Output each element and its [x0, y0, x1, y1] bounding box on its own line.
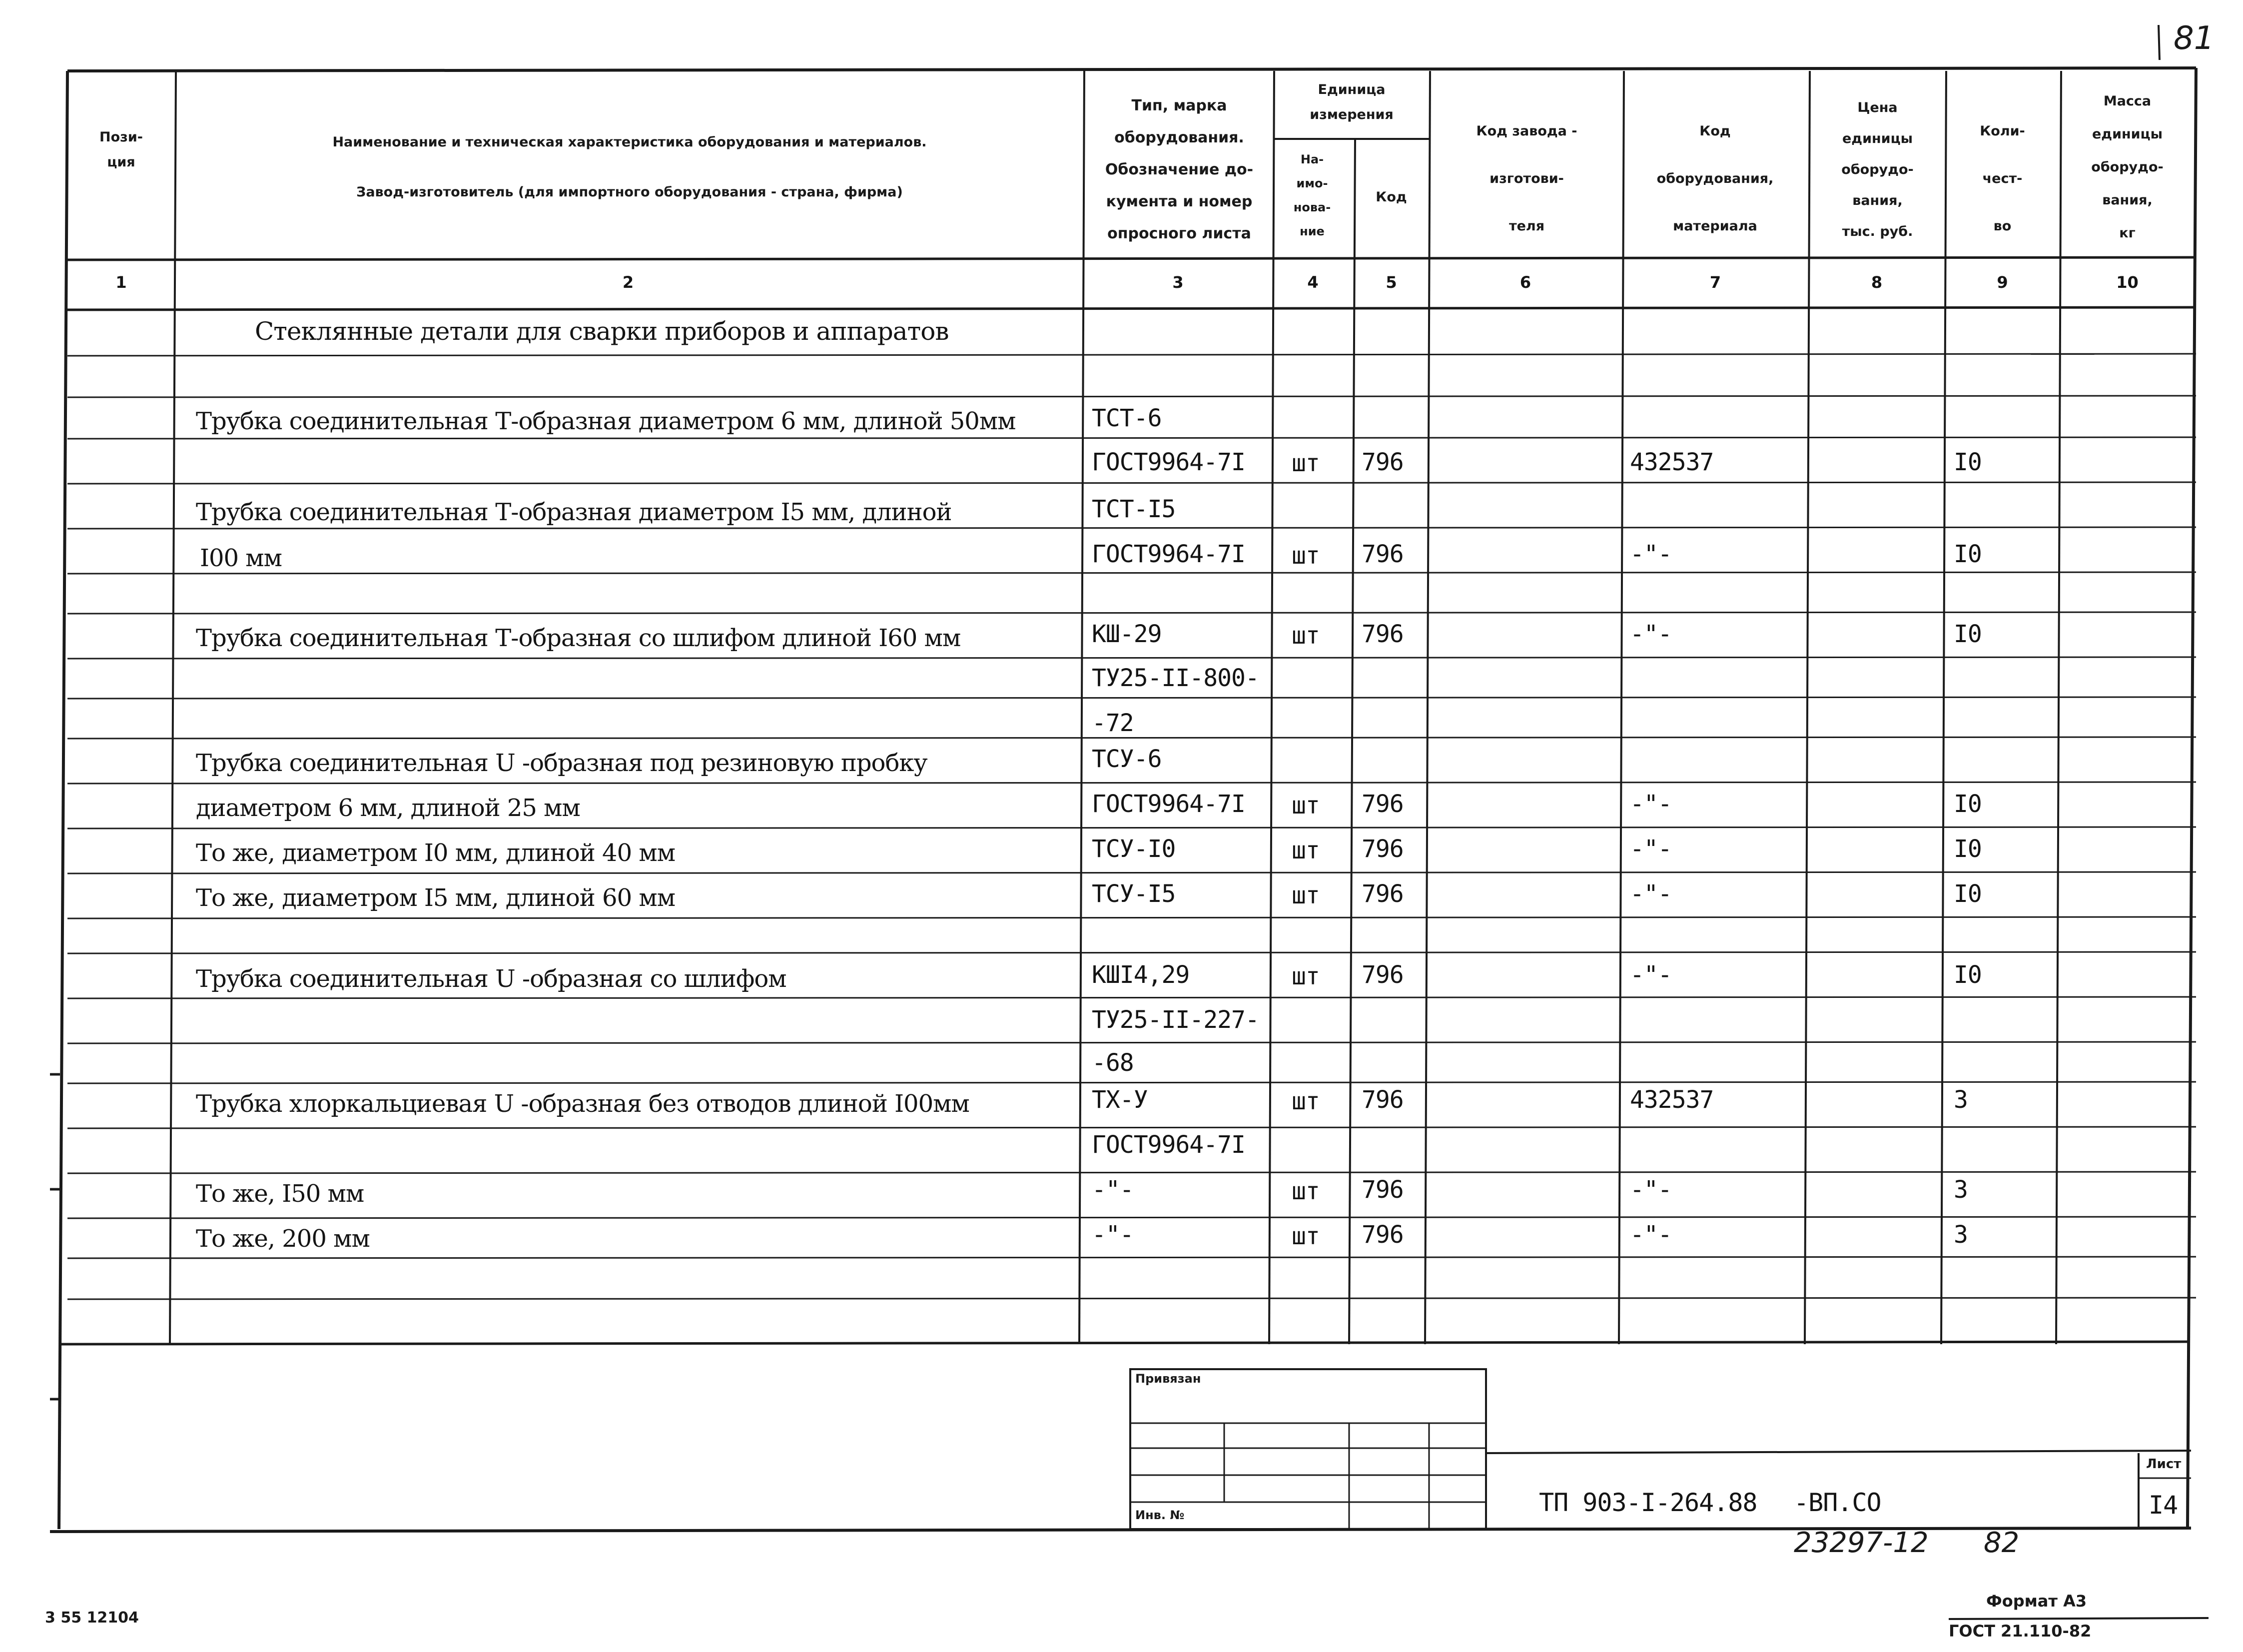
item-name: I00 мм — [200, 544, 282, 572]
header-col1: Пози- ция — [99, 129, 143, 170]
item-unit: шт — [1292, 962, 1320, 990]
header-col4: На- имо- нова- ние — [1293, 152, 1331, 238]
item-qty: I0 — [1954, 620, 1982, 648]
header-col6: Код завода - изготови- теля — [1476, 123, 1577, 234]
handwritten-page: 82 — [1984, 1527, 2020, 1559]
item-type: ГОСТ9964-7I — [1092, 540, 1245, 568]
item-unit: шт — [1292, 1222, 1320, 1250]
item-equip-code: -"- — [1630, 835, 1672, 863]
item-name: Трубка соединительная Т-образная диаметром 6 мм, длиной 50мм — [196, 407, 1016, 435]
format-label: Формат А3 — [1986, 1592, 2087, 1611]
item-name: То же, диаметром I5 мм, длиной 60 мм — [196, 884, 676, 912]
header-col10: Масса единицы оборудо- вания, кг — [2091, 93, 2164, 241]
item-type: ТХ-У — [1092, 1086, 1148, 1114]
section-title: Стеклянные детали для сварки приборов и аппаратов — [255, 317, 949, 346]
header-col9: Коли- чест- во — [1980, 123, 2025, 234]
item-name: Трубка соединительная U -образная со шлифом — [196, 965, 786, 993]
col-number: 7 — [1709, 273, 1721, 292]
item-unit-code: 796 — [1362, 1221, 1404, 1249]
item-equip-code: -"- — [1630, 790, 1672, 818]
item-unit: шт — [1292, 1087, 1320, 1115]
item-unit: шт — [1292, 449, 1320, 477]
col-number: 6 — [1519, 273, 1531, 292]
item-unit-code: 796 — [1362, 790, 1404, 818]
item-unit-code: 796 — [1362, 961, 1404, 989]
item-qty: I0 — [1954, 790, 1982, 818]
item-type: ТСТ-I5 — [1092, 495, 1176, 523]
item-qty: I0 — [1954, 448, 1982, 476]
item-type: КШ-29 — [1092, 620, 1162, 648]
header-col2: Наименование и техническая характеристика оборудования и материалов. Завод-изготовитель (для импортного оборудования - страна, фирма) — [332, 134, 927, 200]
col-number: 5 — [1386, 273, 1397, 292]
item-unit-code: 796 — [1362, 448, 1404, 476]
item-type: -68 — [1092, 1049, 1134, 1077]
item-unit: шт — [1292, 881, 1320, 909]
col-number: 4 — [1307, 273, 1319, 292]
header-col3: Тип, марка оборудования. Обозначение до- кумента и номер опросного листа — [1105, 97, 1254, 242]
item-unit: шт — [1292, 1177, 1320, 1205]
header-col5: Код — [1376, 189, 1407, 205]
item-name: То же, 200 мм — [196, 1225, 370, 1253]
col-number: 3 — [1172, 273, 1184, 292]
item-type: ГОСТ9964-7I — [1092, 790, 1245, 818]
item-qty: 3 — [1954, 1221, 1968, 1249]
item-qty: I0 — [1954, 835, 1982, 863]
item-type: КШI4,29 — [1092, 961, 1190, 989]
gost-label: ГОСТ 21.110-82 — [1949, 1622, 2092, 1641]
header-unit-group: Единица измерения — [1310, 82, 1394, 122]
inventory-label: Инв. № — [1135, 1508, 1185, 1522]
item-equip-code: 432537 — [1630, 448, 1714, 476]
item-qty: I0 — [1954, 880, 1982, 908]
item-unit: шт — [1292, 836, 1320, 864]
item-type: ГОСТ9964-7I — [1092, 448, 1245, 476]
item-qty: 3 — [1954, 1176, 1968, 1204]
header-col7: Код оборудования, материала — [1656, 123, 1774, 234]
sheet-label: Лист — [2146, 1457, 2182, 1472]
col-number: 10 — [2116, 273, 2139, 292]
item-type: ТСТ-6 — [1092, 404, 1162, 432]
document-suffix: -ВП.СО — [1794, 1488, 1881, 1517]
sheet-number: I4 — [2149, 1491, 2178, 1520]
bound-label: Привязан — [1135, 1372, 1201, 1386]
item-equip-code: -"- — [1630, 620, 1672, 648]
item-equip-code: -"- — [1630, 961, 1672, 989]
item-name: То же, I50 мм — [196, 1180, 364, 1208]
item-type: ТСУ-I0 — [1092, 835, 1176, 863]
item-type: ТУ25-II-800- — [1092, 664, 1259, 692]
col-number: 1 — [115, 273, 127, 292]
item-equip-code: -"- — [1630, 540, 1672, 568]
col-number: 8 — [1871, 273, 1883, 292]
item-unit: шт — [1292, 622, 1320, 650]
item-qty: 3 — [1954, 1086, 1968, 1114]
item-name: Трубка соединительная Т-образная со шлифом длиной I60 мм — [196, 624, 961, 652]
item-name: Трубка хлоркальциевая U -образная без отводов длиной I00мм — [196, 1090, 969, 1118]
left-code: 3 55 12104 — [45, 1609, 139, 1627]
corner-page-number: 81 — [2174, 20, 2215, 57]
item-name: То же, диаметром I0 мм, длиной 40 мм — [196, 839, 676, 867]
item-type: -72 — [1092, 709, 1134, 737]
item-name: Трубка соединительная Т-образная диаметром I5 мм, длиной — [196, 498, 952, 526]
item-unit-code: 796 — [1362, 620, 1404, 648]
item-type: ГОСТ9964-7I — [1092, 1131, 1245, 1159]
item-unit: шт — [1292, 792, 1320, 820]
item-qty: I0 — [1954, 540, 1982, 568]
item-unit: шт — [1292, 542, 1320, 570]
item-equip-code: -"- — [1630, 1176, 1672, 1204]
header-col8: Цена единицы оборудо- вания, тыс. руб. — [1841, 100, 1914, 239]
col-number: 9 — [1997, 273, 2008, 292]
item-unit-code: 796 — [1362, 1086, 1404, 1114]
item-type: ТСУ-6 — [1092, 745, 1162, 773]
item-equip-code: 432537 — [1630, 1086, 1714, 1114]
item-unit-code: 796 — [1362, 835, 1404, 863]
item-unit-code: 796 — [1362, 1176, 1404, 1204]
document-code: ТП 903-I-264.88 — [1539, 1488, 1757, 1517]
item-type: ТСУ-I5 — [1092, 880, 1176, 908]
item-equip-code: -"- — [1630, 880, 1672, 908]
item-unit-code: 796 — [1362, 540, 1404, 568]
item-name: Трубка соединительная U -образная под резиновую пробку — [196, 749, 927, 777]
item-equip-code: -"- — [1630, 1221, 1672, 1249]
item-qty: I0 — [1954, 961, 1982, 989]
item-name: диаметром 6 мм, длиной 25 мм — [196, 794, 580, 822]
handwritten-number: 23297-12 — [1794, 1527, 1929, 1559]
item-unit-code: 796 — [1362, 880, 1404, 908]
item-type: -"- — [1092, 1221, 1134, 1249]
item-type: ТУ25-II-227- — [1092, 1006, 1259, 1034]
col-number: 2 — [622, 273, 634, 292]
item-type: -"- — [1092, 1176, 1134, 1204]
